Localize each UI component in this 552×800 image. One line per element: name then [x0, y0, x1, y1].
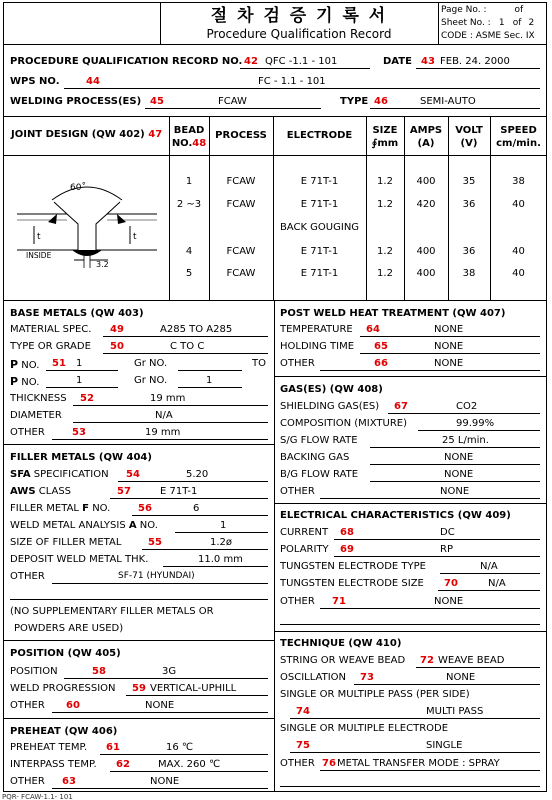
- col-electrode: ELECTRODE: [286, 130, 353, 141]
- pqr-ref: 42: [244, 56, 258, 67]
- process-label: WELDING PROCESS(ES): [10, 96, 142, 107]
- form-title: [160, 5, 438, 43]
- electrical-title: ELECTRICAL CHARACTERISTICS (QW 409): [280, 510, 511, 521]
- title-english: Procedure Qualification Record: [206, 27, 392, 41]
- code-label: CODE : ASME Sec. IX: [441, 31, 535, 41]
- process-value: FCAW: [218, 96, 247, 107]
- sketch-t1: t: [37, 232, 41, 242]
- joint-sketch: [12, 178, 167, 278]
- title-korean: 절 차 검 증 기 록 서: [210, 6, 388, 26]
- technique-title: TECHNIQUE (QW 410): [280, 638, 402, 649]
- footer-code: PQR- FCAW-1.1- 101: [2, 793, 73, 800]
- filler-metals-title: FILLER METALS (QW 404): [10, 452, 152, 463]
- sketch-inside: INSIDE: [26, 251, 52, 260]
- date-ref: 43: [421, 56, 435, 67]
- wps-value: FC - 1.1 - 101: [258, 76, 326, 87]
- type-ref: 46: [374, 96, 388, 107]
- date-value: FEB. 24. 2000: [440, 56, 510, 67]
- type-value: SEMI-AUTO: [420, 96, 476, 107]
- sketch-angle: 60˚: [70, 183, 86, 193]
- back-gouging: BACK GOUGING: [279, 222, 360, 233]
- preheat-title: PREHEAT (QW 406): [10, 726, 118, 737]
- col-bead: BEAD NO.48: [171, 125, 207, 149]
- col-process: PROCESS: [215, 130, 267, 141]
- sketch-t2: t: [133, 232, 137, 242]
- col-size: SIZE ∮mm: [371, 125, 399, 149]
- base-metals-title: BASE METALS (QW 403): [10, 308, 144, 319]
- position-title: POSITION (QW 405): [10, 648, 121, 659]
- pqr-value: QFC -1.1 - 101: [265, 56, 338, 67]
- col-amps: AMPS (A): [409, 125, 443, 149]
- gas-title: GAS(ES) (QW 408): [280, 384, 383, 395]
- date-label: DATE: [383, 56, 412, 67]
- wps-label: WPS NO.: [10, 76, 60, 87]
- page-info: Page No. : of Sheet No. : 1 of 2 CODE : ASME Sec. IX: [441, 4, 541, 43]
- col-volt: VOLT (V): [455, 125, 483, 149]
- type-label: TYPE: [340, 96, 369, 107]
- pqr-label: PROCEDURE QUALIFICATION RECORD NO.: [10, 56, 243, 67]
- pwht-title: POST WELD HEAT TREATMENT (QW 407): [280, 308, 506, 319]
- col-speed: SPEED cm/min.: [496, 125, 541, 149]
- sketch-gap: 3.2: [96, 260, 109, 269]
- process-ref: 45: [150, 96, 164, 107]
- joint-design-label: JOINT DESIGN (QW 402) 47: [11, 129, 163, 140]
- wps-ref: 44: [86, 76, 100, 87]
